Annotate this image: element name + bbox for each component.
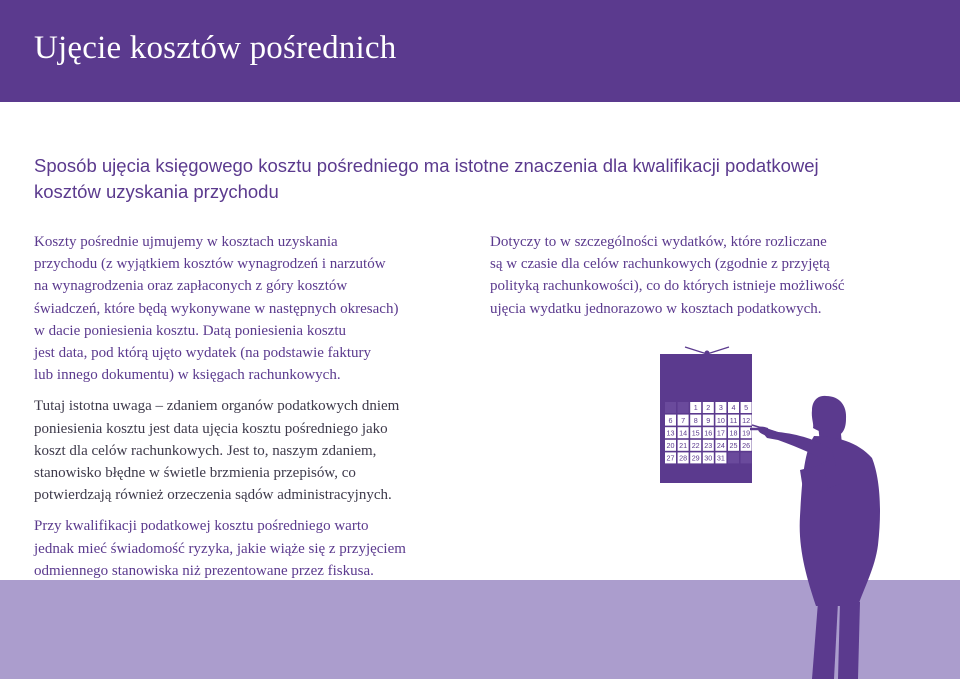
- calendar-day: 30: [704, 453, 713, 463]
- text-line: polityką rachunkowości), co do których istnieje możliwość: [490, 278, 845, 295]
- text-line: lub innego dokumentu) w księgach rachunkowych.: [34, 367, 341, 384]
- calendar-day: 5: [744, 403, 749, 413]
- illustration: [650, 340, 950, 679]
- calendar-day: 12: [742, 415, 751, 425]
- calendar-grid: [665, 402, 752, 463]
- text-line: jest data, pod którą ujęto wydatek (na podstawie faktury: [34, 345, 371, 362]
- calendar-day: 2: [706, 403, 711, 413]
- calendar-day: 14: [679, 428, 688, 438]
- calendar-day: 16: [704, 428, 713, 438]
- subtitle-line: kosztów uzyskania przychodu: [34, 181, 279, 202]
- illustration-svg: [650, 340, 950, 679]
- text-line: Tutaj istotna uwaga – zdaniem organów podatkowych dniem: [34, 398, 400, 415]
- calendar-cell: [728, 452, 739, 463]
- calendar-cell: [741, 452, 752, 463]
- paragraph-risk: [34, 515, 484, 582]
- calendar-day: 23: [704, 441, 713, 450]
- calendar-day: 24: [716, 441, 725, 450]
- calendar-day: 22: [691, 441, 700, 450]
- calendar-day: 18: [729, 428, 738, 438]
- calendar-day: 17: [716, 428, 725, 438]
- text-line: odmiennego stanowiska niż prezentowane przez fiskusa.: [34, 562, 374, 579]
- text-line: w dacie poniesienia kosztu. Datą poniesienia kosztu: [34, 322, 346, 339]
- text-line: Przy kwalifikacji podatkowej kosztu pośredniego warto: [34, 518, 369, 535]
- text-line: ujęcia wydatku jednorazowo w kosztach podatkowych.: [490, 300, 822, 317]
- calendar-day: 6: [668, 415, 673, 425]
- calendar-day: 8: [693, 415, 698, 425]
- text-line: są w czasie dla celów rachunkowych (zgodnie z przyjętą: [490, 256, 830, 273]
- calendar-day: 19: [742, 428, 751, 438]
- calendar-day: 21: [679, 441, 688, 450]
- text-line: jednak mieć świadomość ryzyka, jakie wiąże się z przyjęciem: [34, 540, 406, 557]
- text-line: Koszty pośrednie ujmujemy w kosztach uzyskania: [34, 234, 338, 250]
- paragraph-note: [34, 395, 484, 506]
- calendar-day: 29: [691, 453, 700, 463]
- text-line: Dotyczy to w szczególności wydatków, które rozliczane: [490, 234, 827, 250]
- subtitle: [34, 153, 914, 205]
- calendar-day: 13: [666, 428, 675, 438]
- text-line: na wynagrodzenia oraz zapłaconych z góry kosztów: [34, 278, 348, 295]
- text-line: potwierdzają również orzeczenia sądów administracyjnych.: [34, 487, 392, 504]
- paragraph-intro: [34, 231, 484, 386]
- right-column: [490, 231, 930, 320]
- calendar-day: 11: [729, 415, 738, 425]
- left-column: [34, 231, 484, 582]
- calendar-cell: [665, 402, 676, 413]
- text-line: świadczeń, które będą wykonywane w następnych okresach): [34, 300, 399, 317]
- calendar-day: 28: [679, 453, 688, 463]
- calendar-day: 27: [666, 453, 675, 463]
- calendar-day: 20: [666, 441, 675, 450]
- paragraph-scope: [490, 231, 930, 320]
- calendar-day: 9: [706, 415, 711, 425]
- text-line: przychodu (z wyjątkiem kosztów wynagrodzeń i narzutów: [34, 256, 386, 273]
- calendar-wire: [707, 347, 729, 354]
- calendar-day: 26: [742, 441, 751, 450]
- text-line: koszt dla celów rachunkowych. Jest to, naszym zdaniem,: [34, 442, 377, 459]
- calendar-day: 4: [731, 403, 736, 413]
- businessman-icon: [750, 396, 880, 679]
- calendar-day: 1: [693, 403, 698, 413]
- text-line: stanowisko błędne w świetle brzmienia przepisów, co: [34, 465, 356, 482]
- calendar-day: 31: [716, 453, 725, 463]
- calendar-wire: [685, 347, 707, 354]
- calendar-cell: [678, 402, 689, 413]
- calendar-day: 7: [681, 415, 686, 425]
- calendar-day: 3: [718, 403, 723, 413]
- text-line: poniesienia kosztu jest data ujęcia kosztu pośredniego jako: [34, 420, 388, 437]
- calendar-day: 25: [729, 441, 738, 450]
- page-title: Ujęcie kosztów pośrednich: [34, 30, 397, 66]
- calendar-day: 15: [691, 428, 700, 438]
- calendar-day: 10: [716, 415, 725, 425]
- subtitle-line: Sposób ujęcia księgowego kosztu pośredniego ma istotne znaczenia dla kwalifikacji podatkowej: [34, 155, 819, 176]
